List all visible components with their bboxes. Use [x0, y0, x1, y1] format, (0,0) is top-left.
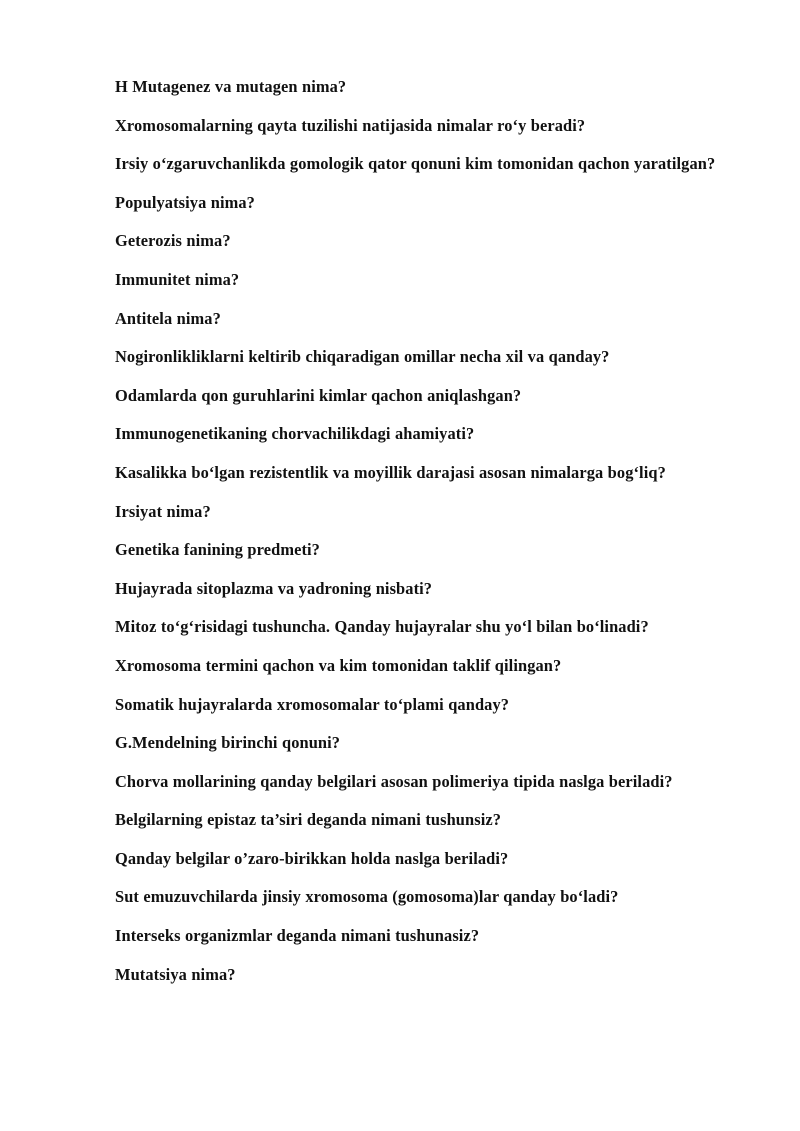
question-item: G.Mendelning birinchi qonuni? [115, 733, 341, 753]
question-item: Odamlarda qon guruhlarini kimlar qachon aniqlashgan? [115, 385, 522, 405]
question-list [115, 76, 743, 1002]
question-item: Belgilarning epistaz ta’siri deganda nimani tushunsiz? [115, 810, 502, 830]
question-item: Nogironlikliklarni keltirib chiqaradigan omillar necha xil va qanday? [115, 347, 610, 367]
question-item: Kasalikka bo‘lgan rezistentlik va moyillik darajasi asosan nimalarga bog‘liq? [115, 462, 666, 482]
question-item: Xromosomalarning qayta tuzilishi natijasida nimalar ro‘y beradi? [115, 115, 586, 135]
question-item: Sut emuzuvchilarda jinsiy xromosoma (gomosoma)lar qanday bo‘ladi? [115, 887, 619, 907]
question-item: H Mutagenez va mutagen nima? [115, 77, 347, 96]
question-item: Immunogenetikaning chorvachilikdagi ahamiyati? [115, 424, 475, 444]
question-item: Irsiyat nima? [115, 501, 211, 521]
question-item: Genetika fanining predmeti? [115, 540, 320, 560]
question-item: Xromosoma termini qachon va kim tomonidan taklif qilingan? [115, 655, 562, 675]
question-item: Interseks organizmlar deganda nimani tushunasiz? [115, 926, 480, 946]
question-item: Mitoz to‘g‘risidagi tushuncha. Qanday hujayralar shu yo‘l bilan bo‘linadi? [115, 617, 649, 637]
question-item: Hujayrada sitoplazma va yadroning nisbati? [115, 578, 433, 598]
question-item: Antitela nima? [115, 308, 221, 328]
question-item: Mutatsiya nima? [115, 964, 236, 984]
question-item: Qanday belgilar o’zaro-birikkan holda naslga beriladi? [115, 848, 509, 868]
question-item: Populyatsiya nima? [115, 192, 255, 212]
question-item: Somatik hujayralarda xromosomalar to‘plami qanday? [115, 694, 510, 714]
question-item: Geterozis nima? [115, 231, 231, 251]
question-item: Immunitet nima? [115, 269, 240, 289]
question-item: Irsiy o‘zgaruvchanlikda gomologik qator qonuni kim tomonidan qachon yaratilgan? [115, 154, 716, 174]
question-item: Chorva mollarining qanday belgilari asosan polimeriya tipida naslga beriladi? [115, 771, 673, 791]
